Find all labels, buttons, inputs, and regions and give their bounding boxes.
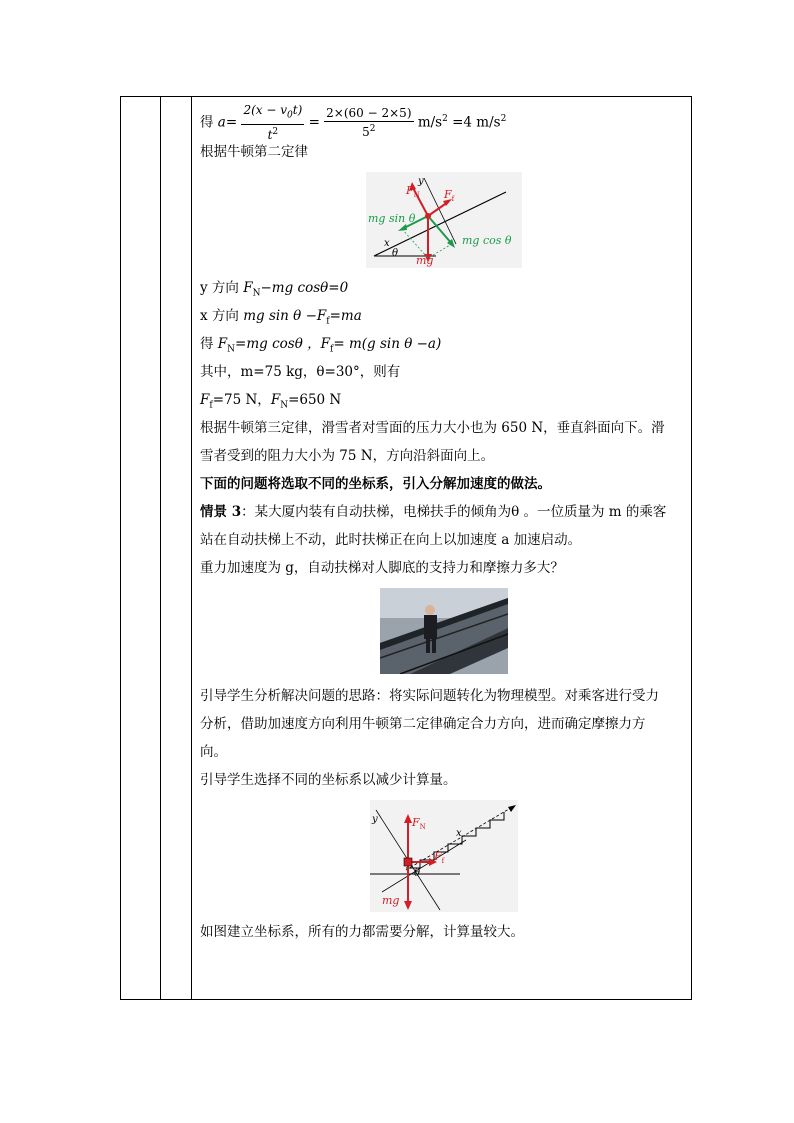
scene3-line3: 重力加速度为 g，自动扶梯对人脚底的支持力和摩擦力多大？ — [200, 560, 564, 576]
x-axis-label-2: x — [456, 828, 462, 839]
fn-label-2: $F_N$ — [412, 816, 426, 831]
given-values: 其中，m=75 kg，θ=30°，则有 — [200, 364, 401, 380]
newton2-title: 根据牛顿第二定律 — [200, 144, 308, 160]
acceleration-equation: 得 a= $\frac{2(x - v_0t)}{t^2}$ = $\frac{2\times(60 - 2\times 5)}{5^2}$ $m/s^2 =4$ $m/s^2$ — [200, 103, 507, 142]
x-axis-label: x — [384, 238, 390, 249]
fraction-2: $\frac{2\times(60 - 2\times 5)}{5^2}$ — [326, 106, 412, 139]
content-cell — [200, 100, 688, 946]
table-divider-1 — [160, 96, 161, 1000]
equation-y: y 方向 $F_N-mg$ cosθ=0 — [200, 280, 349, 299]
guide1-line2: 分析，借助加速度方向利用牛顿第二定律确定合力方向，进而确定摩擦力方 — [200, 716, 646, 732]
escalator-force-diagram — [370, 800, 518, 912]
guide1-line3: 向。 — [200, 744, 227, 760]
fn-label: $F_N$ — [406, 184, 420, 199]
guide2: 引导学生选择不同的坐标系以减少计算量。 — [200, 772, 457, 788]
mg-label-2: mg — [382, 894, 400, 907]
y-axis-label: y — [418, 176, 424, 187]
mg-label: mg — [416, 254, 434, 267]
incline-force-diagram — [366, 172, 522, 268]
mgsin-label: mg sin θ — [368, 212, 416, 225]
conclusion: 如图建立坐标系，所有的力都需要分解，计算量较大。 — [200, 924, 524, 940]
table-divider-2 — [191, 96, 192, 1000]
theta-label: θ — [392, 248, 399, 259]
equation-solve: 得 $F_N=mg$ cosθ ，$F_f= m(g$ sin θ −a) — [200, 336, 442, 355]
force-results: $F_f=75$ N，$F_N=650$ N — [200, 392, 342, 411]
ff-label-2: $F_f$ — [434, 850, 445, 865]
bold-note: 下面的问题将选取不同的坐标系，引入分解加速度的做法。 — [200, 476, 551, 492]
newton3-line2: 雪者受到的阻力大小为 75 N，方向沿斜面向上。 — [200, 448, 495, 464]
y-axis-label-2: y — [372, 814, 378, 825]
equation-x: x 方向 mg $\sin \theta -F_f=ma$ — [200, 308, 362, 327]
mgcos-label: mg cos θ — [462, 234, 512, 247]
ff-label: $F_f$ — [444, 188, 455, 203]
escalator-photo — [380, 588, 508, 674]
guide1-line1: 引导学生分析解决问题的思路：将实际问题转化为物理模型。对乘客进行受力 — [200, 688, 659, 704]
theta-label-2: θ — [414, 868, 421, 879]
fraction-1: $\frac{2(x - v_0t)}{t^2}$ — [243, 103, 303, 142]
scene3-line1: 情景 3：某大厦内装有自动扶梯，电梯扶手的倾角为θ 。一位质量为 m 的乘客 — [200, 504, 667, 520]
newton3-line1: 根据牛顿第三定律，滑雪者对雪面的压力大小也为 650 N，垂直斜面向下。滑 — [200, 420, 665, 436]
scene3-line2: 站在自动扶梯上不动，此时扶梯正在向上以加速度 a 加速启动。 — [200, 532, 582, 548]
